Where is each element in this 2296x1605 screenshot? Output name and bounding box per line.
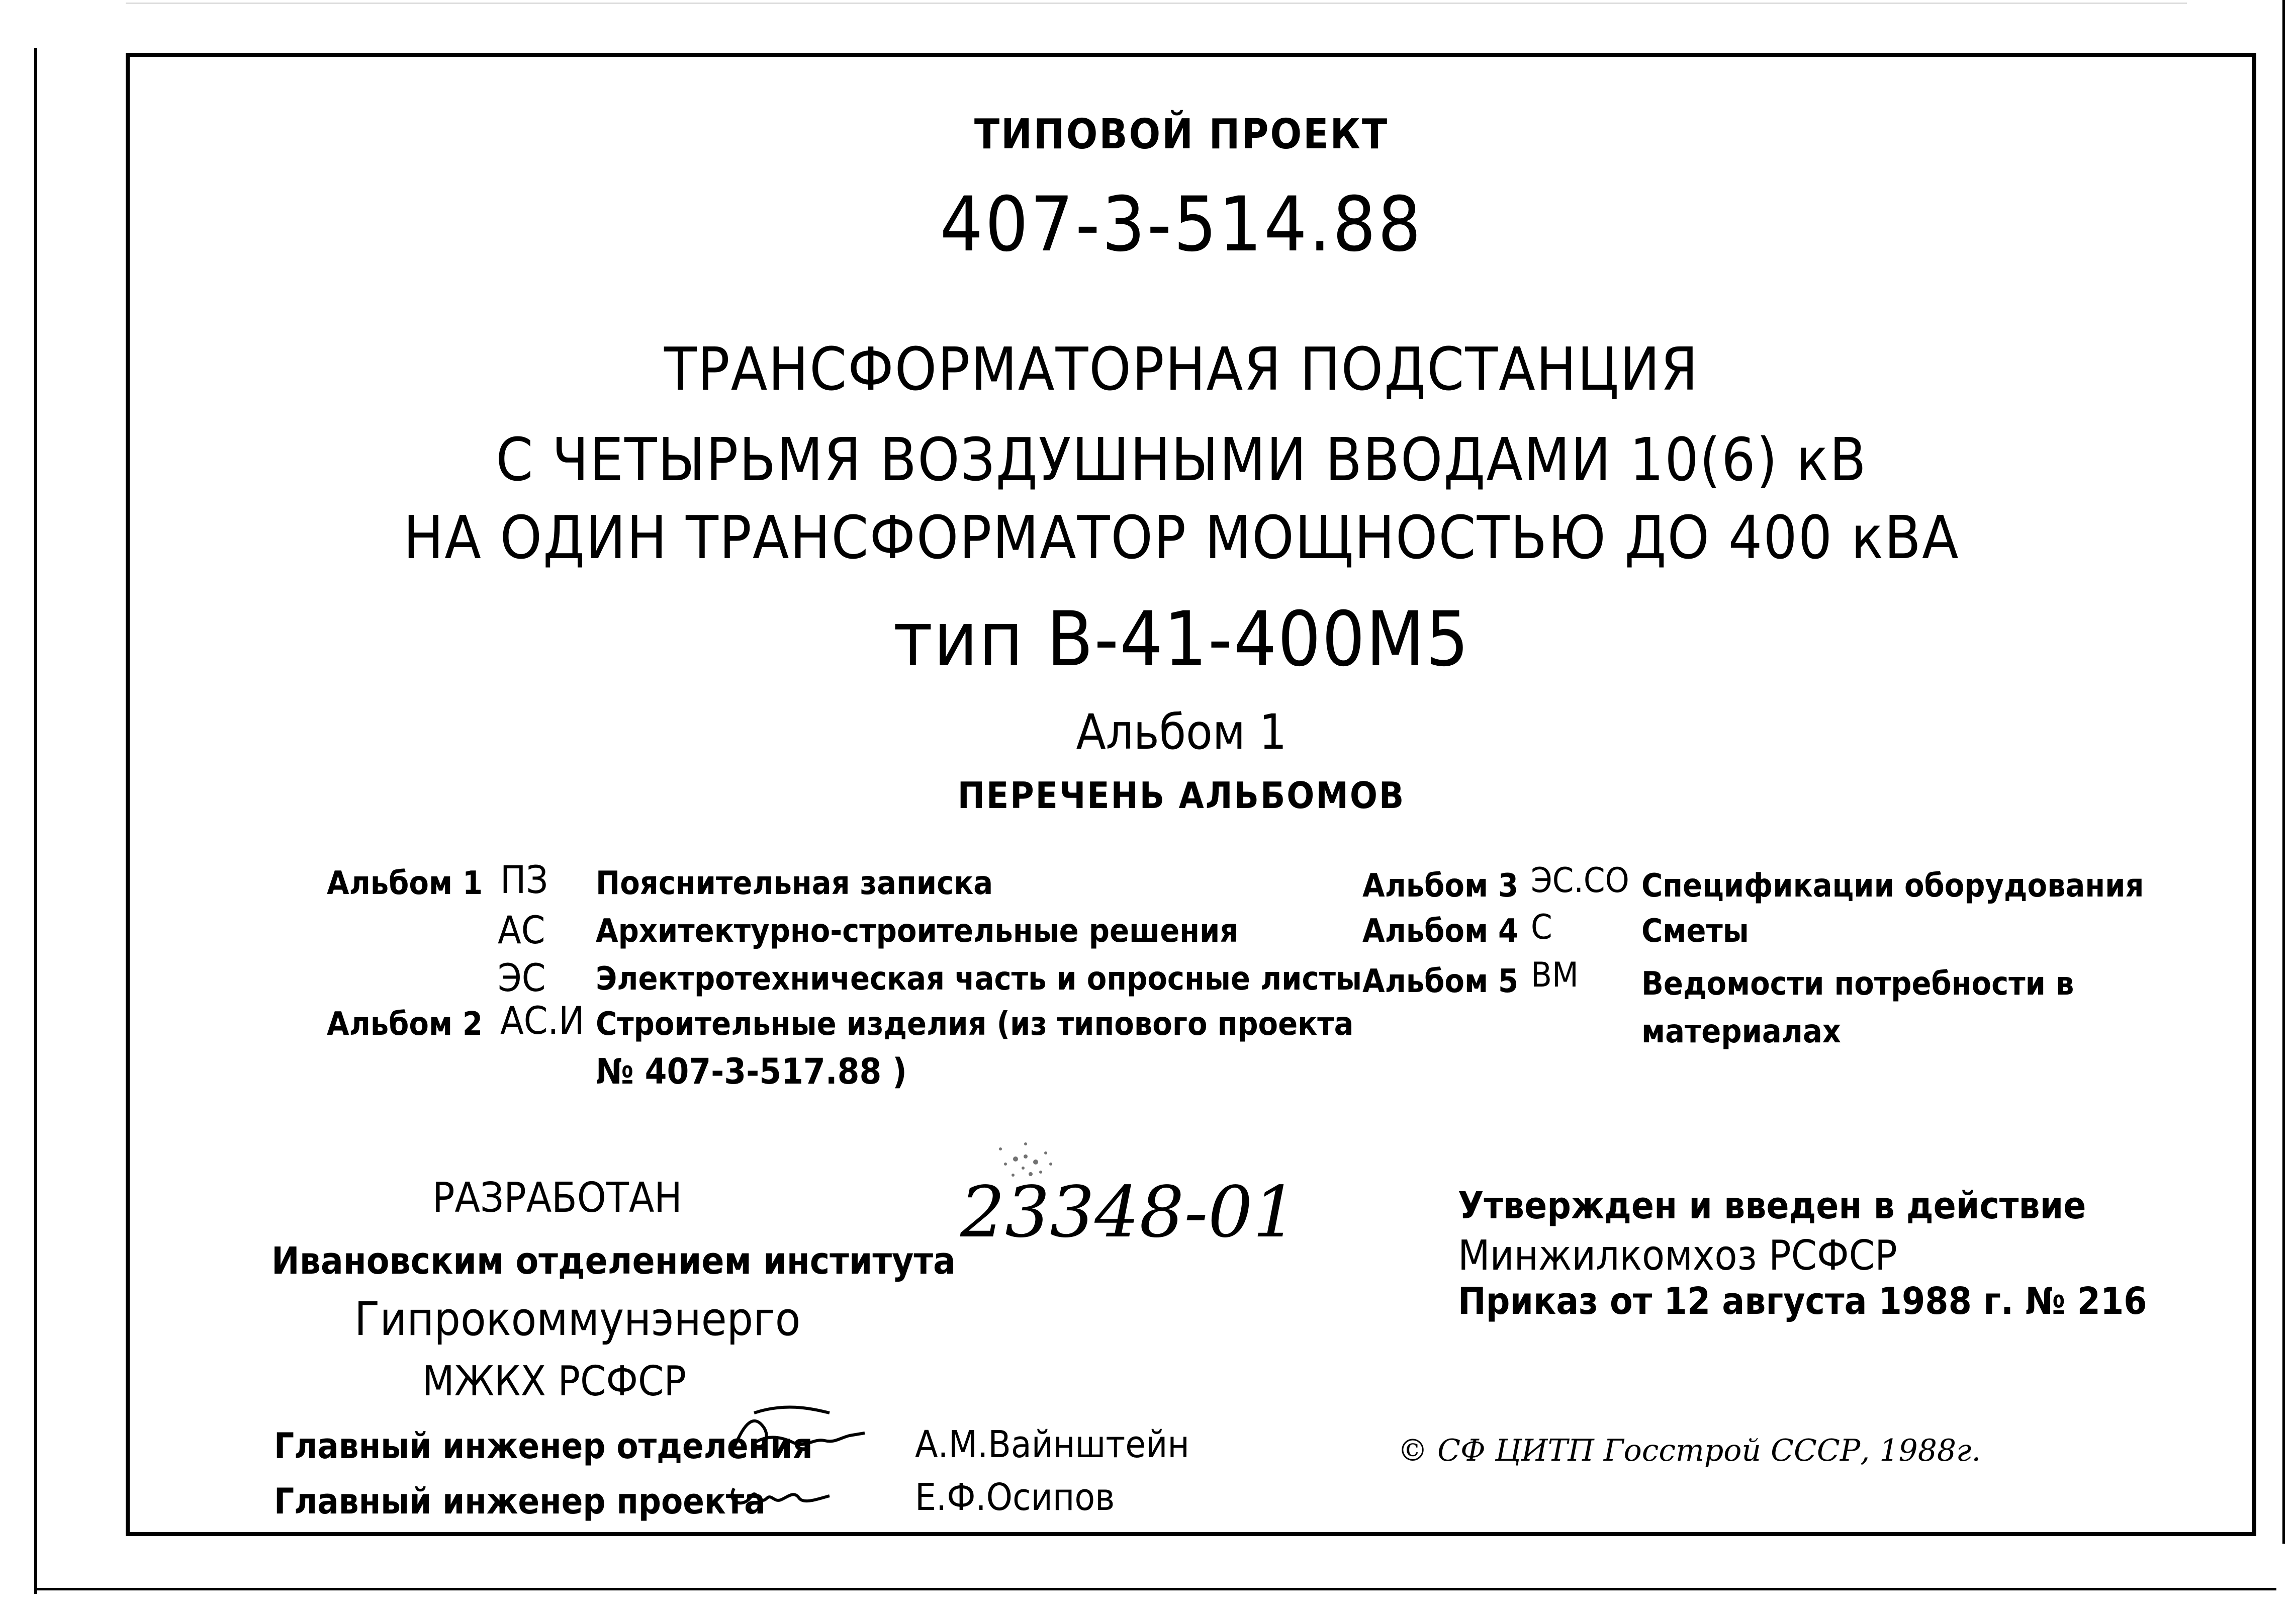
approval-line-3: Приказ от 12 августа 1988 г. № 216 [1458, 1280, 2147, 1323]
album-description: Спецификации оборудования [1641, 867, 2144, 905]
album-code: ПЗ [500, 857, 548, 902]
project-number: 407-3-514.88 [940, 181, 1423, 269]
outer-border-left [34, 48, 37, 1594]
album-description: Электротехническая часть и опросные листы [596, 960, 1362, 998]
signature-mark [724, 1393, 885, 1468]
approval-line-2: Минжилкомхоз РСФСР [1458, 1232, 1897, 1280]
signatory-name: А.М.Вайнштейн [915, 1423, 1189, 1466]
album-description: Сметы [1641, 913, 1749, 950]
signatory-name: Е.Ф.Осипов [915, 1476, 1115, 1519]
album-description: Ведомости потребности в [1641, 965, 2074, 1003]
developer-line-3: МЖКХ РСФСР [422, 1358, 686, 1405]
album-description-cont: № 407-3-517.88 ) [596, 1051, 907, 1092]
developer-line-1: Ивановским отделением института [271, 1239, 956, 1283]
album-code: АС [498, 908, 545, 952]
developer-label: РАЗРАБОТАН [432, 1174, 682, 1222]
album-description: Пояснительная записка [596, 865, 993, 902]
outer-border-right [2282, 0, 2285, 1544]
album-code: АС.И [500, 998, 585, 1043]
title-line-1: ТРАНСФОРМАТОРНАЯ ПОДСТАНЦИЯ [664, 334, 1699, 404]
album-label: Альбом 2 [327, 1006, 483, 1043]
album-label: Альбом 5 [1362, 963, 1519, 1000]
developer-line-2: Гипрокоммунэнерго [354, 1292, 801, 1346]
approval-line-1: Утвержден и введен в действие [1458, 1184, 2086, 1227]
album-description: Архитектурно-строительные решения [596, 913, 1239, 950]
album-label: Альбом 1 [327, 865, 483, 902]
inventory-number: 23348-01 [960, 1172, 1298, 1254]
type-designation: тип В-41-400М5 [893, 596, 1470, 683]
copyright-notice: © СФ ЦИТП Госстрой СССР, 1988г. [1398, 1433, 1981, 1468]
albums-list-heading: ПЕРЕЧЕНЬ АЛЬБОМОВ [957, 774, 1406, 817]
album-code: ВМ [1531, 955, 1579, 995]
signature-role: Главный инженер проекта [274, 1481, 766, 1522]
album-number: Альбом 1 [1076, 704, 1287, 760]
album-description: Строительные изделия (из типового проекта [596, 1006, 1354, 1043]
title-line-2: С ЧЕТЫРЬМЯ ВОЗДУШНЫМИ ВВОДАМИ 10(6) кВ [496, 425, 1867, 494]
album-code: ЭС [498, 955, 546, 1000]
album-label: Альбом 4 [1362, 913, 1519, 950]
album-description-cont: материалах [1641, 1013, 1841, 1050]
signature-mark [724, 1468, 845, 1519]
title-line-3: НА ОДИН ТРАНСФОРМАТОР МОЩНОСТЬЮ ДО 400 кВА [403, 503, 1960, 572]
signature-role: Главный инженер отделения [274, 1425, 813, 1467]
project-type-label: ТИПОВОЙ ПРОЕКТ [974, 111, 1389, 158]
album-label: Альбом 3 [1362, 867, 1519, 905]
outer-border-bottom [34, 1588, 2276, 1590]
album-code: С [1531, 908, 1552, 947]
album-code: ЭС.СО [1531, 861, 1629, 901]
scan-edge-line [126, 3, 2187, 4]
